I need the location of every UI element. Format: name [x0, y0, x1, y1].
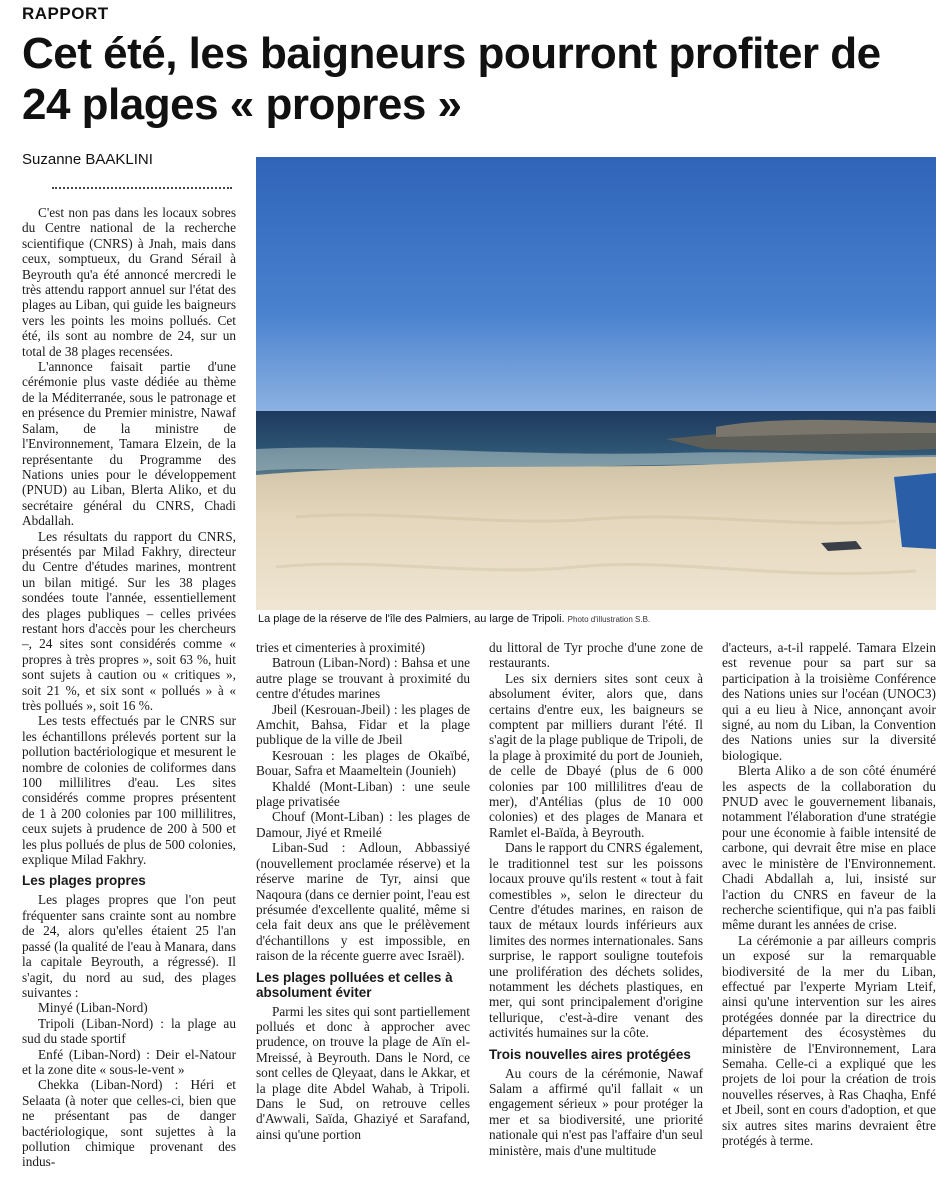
article-column-2 — [256, 640, 470, 1142]
paragraph: Au cours de la cérémonie, Nawaf Salam a affirmé qu'il fallait « un engagement sérieux » pour protéger la mer et sa biodiversité, une priorité nationale qui n'est pas l'affaire d'un seul ministère, mais d'une multitude — [489, 1065, 703, 1158]
article-column-1 — [22, 205, 236, 1170]
list-item: Liban-Sud : Adloun, Abbassiyé (nouvellement proclamée réserve) et la réserve marine de Tyr, ainsi que Naqoura (dans ce dernier point, l'eau est présumée d'excellente qualité, même si cela fait deux ans que le prélèvement d'échantillons y est impossible, en raison de la récente guerre avec Israël). — [256, 840, 470, 964]
list-item: Khaldé (Mont-Liban) : une seule plage privatisée — [256, 778, 470, 810]
paragraph: C'est non pas dans les locaux sobres du Centre national de la recherche scientifique (CNRS) à Jnah, mais dans ceux, somptueux, du Grand Sérail à Beyrouth qu'a été annoncé mercredi le très attendu rapport annuel sur l'état des plages au Liban, qui guide les baigneurs vers les points les moins pollués. Cet été, ils sont au nombre de 24, sur un total de 38 plages recensées. — [22, 205, 236, 359]
list-item: Chouf (Mont-Liban) : les plages de Damour, Jiyé et Rmeilé — [256, 809, 470, 840]
list-item: Tripoli (Liban-Nord) : la plage au sud du stade sportif — [22, 1015, 236, 1047]
article-column-3 — [489, 640, 703, 1158]
subheading-aires-protegees: Trois nouvelles aires protégées — [489, 1046, 691, 1062]
paragraph: L'annonce faisait partie d'une cérémonie plus vaste dédiée au thème de la Méditerranée, sous le patronage et en présence du Premier ministre, Nawaf Salam, de la ministre de l'Environnement, Tamara Elzein, de la représentante du Programme des Nations unies pour le développement (PNUD) au Liban, Blerta Aliko, et du secrétaire général du CNRS, Chadi Abdallah. — [22, 359, 236, 529]
paragraph: Parmi les sites qui sont partiellement pollués et donc à approcher avec prudence, on trouve la plage de Aïn el-Mreissé, à Beyrouth. Dans le Nord, ce sont celles de Qleyaat, dans le Akkar, et la plage dite Abdel Wahab, à Tripoli. Dans le Sud, on retrouve celles d'Awwali, Saïda, Ghaziyé et Sarafand, ainsi qu'une portion — [256, 1003, 470, 1142]
paragraph: Les plages propres que l'on peut fréquenter sans crainte sont au nombre de 24, alors qu'elles étaient 25 l'an passé (la qualité de l'eau à Manara, dans la capitale Beyrouth, a régressé). Il s'agit, du nord au sud, des plages suivantes : — [22, 892, 236, 1000]
photo-sky — [256, 157, 936, 417]
photo-credit: Photo d'illustration S.B. — [567, 615, 651, 624]
author-byline: Suzanne BAAKLINI — [22, 151, 153, 168]
beach-photo — [256, 157, 936, 610]
paragraph: tries et cimenteries à proximité) — [256, 640, 426, 655]
photo-caption — [258, 613, 938, 625]
byline-divider — [52, 187, 232, 189]
list-item: Jbeil (Kesrouan-Jbeil) : les plages de Amchit, Bahsa, Fidar et la plage publique de la ville de Jbeil — [256, 701, 470, 748]
paragraph: du littoral de Tyr proche d'une zone de restaurants. — [489, 640, 703, 671]
section-kicker: RAPPORT — [22, 4, 109, 23]
paragraph: Blerta Aliko a de son côté énuméré les aspects de la collaboration du PNUD avec le gouvernement libanais, notamment l'élaboration d'une stratégie pour une économie à faible intensité de carbone, qui devrait être mise en place avec le ministère de l'Environnement. Chadi Abdallah a, lui, insisté sur l'action du CNRS en faveur de la recherche scientifique, qui n'a pas faibli même durant les années de crise. — [722, 763, 936, 933]
paragraph: Les tests effectués par le CNRS sur les échantillons prélevés portent sur la pollution bactériologique et mesurent le nombre de colonies de coliformes dans 100 millilitres d'eau. Les sites considérés comme propres présentent de 1 à 200 colonies par 100 millilitres, ceux sujets à prudence de 200 à 500 et les plus pollués de plus de 500 colonies, explique Milad Fakhry. — [22, 713, 236, 868]
list-item: Enfé (Liban-Nord) : Deir el-Natour et la zone dite « sous-le-vent » — [22, 1046, 236, 1077]
headline: Cet été, les baigneurs pourront profiter de 24 plages « propres » — [22, 29, 881, 129]
photo-sand — [256, 457, 936, 610]
paragraph: Les six derniers sites sont ceux à absolument éviter, alors que, dans certains d'entre eux, les baigneurs se comptent par milliers durant l'été. Il s'agit de la plage publique de Tripoli, de la plage à proximité du port de Jounieh, de celle de Dbayé (plus de 6 000 colonies par 100 millilitres d'eau de mer), d'Antélias (plus de 10 000 colonies) et des plages de Manara et Ramlet el-Baïda, à Beyrouth. — [489, 670, 703, 840]
paragraph: La cérémonie a par ailleurs compris un exposé sur la remarquable biodiversité de la mer du Liban, effectué par l'experte Myriam Lteif, ainsi qu'une intervention sur les aires protégées donnée par la directrice du département des écosystèmes du ministère de l'Environnement, Lara Semaha. Celle-ci a expliqué que les projets de loi pour la création de trois nouvelles réserves, à Ras Chaqha, Enfé et Jbeil, sont en cours d'adoption, et que six autres sites marins devraient être protégés à terme. — [722, 932, 936, 1148]
list-item: Minyé (Liban-Nord) — [38, 1000, 148, 1016]
article-column-4 — [722, 640, 936, 1148]
paragraph: Les résultats du rapport du CNRS, présentés par Milad Fakhry, directeur du Centre d'études marines, montrent un bilan mitigé. Sur les 38 plages sondées toute l'année, essentiellement des plages publiques – celles privées restant hors d'accès pour les chercheurs –, 24 sites sont considérés comme « propres à très propres », soit 63 %, huit sont sujets à caution ou « critiques », soit 21 %, et six sont « pollués » à « très pollués », soit 16 %. — [22, 528, 236, 713]
list-item: Batroun (Liban-Nord) : Bahsa et une autre plage se trouvant à proximité du centre d'études marines — [256, 655, 470, 702]
subheading-plages-polluees: Les plages polluées et celles à absolument éviter — [256, 969, 453, 1000]
list-item: Kesrouan : les plages de Okaïbé, Bouar, Safra et Maameltein (Jounieh) — [256, 747, 470, 779]
caption-text: La plage de la réserve de l'île des Palmiers, au large de Tripoli. — [258, 613, 565, 625]
subheading-plages-propres: Les plages propres — [22, 873, 146, 889]
paragraph: d'acteurs, a-t-il rappelé. Tamara Elzein est revenue pour sa part sur sa participation à la troisième Conférence des Nations unies sur l'océan (UNOC3) qui a eu lieu à Nice, annonçant avoir signé, au nom du Liban, la Convention des Nations unies sur la diversité biologique. — [722, 640, 936, 763]
list-item: Chekka (Liban-Nord) : Héri et Selaata (à noter que celles-ci, bien que ne présentant pas de danger bactériologique, sont sujettes à la pollution chimique provenant des indus- — [22, 1077, 236, 1170]
paragraph: Dans le rapport du CNRS également, le traditionnel test sur les poissons locaux prouve qu'ils restent « tout à fait comestibles », selon le directeur du Centre d'études marines, en raison de taux de métaux lourds inférieurs aux limites des normes internationales. Sans surprise, le rapport souligne toutefois une prolifération des déchets solides, notamment les déchets plastiques, en mer, qui sont principalement d'origine tellurique, c'est-à-dire venant des activités humaines sur la côte. — [489, 840, 703, 1041]
